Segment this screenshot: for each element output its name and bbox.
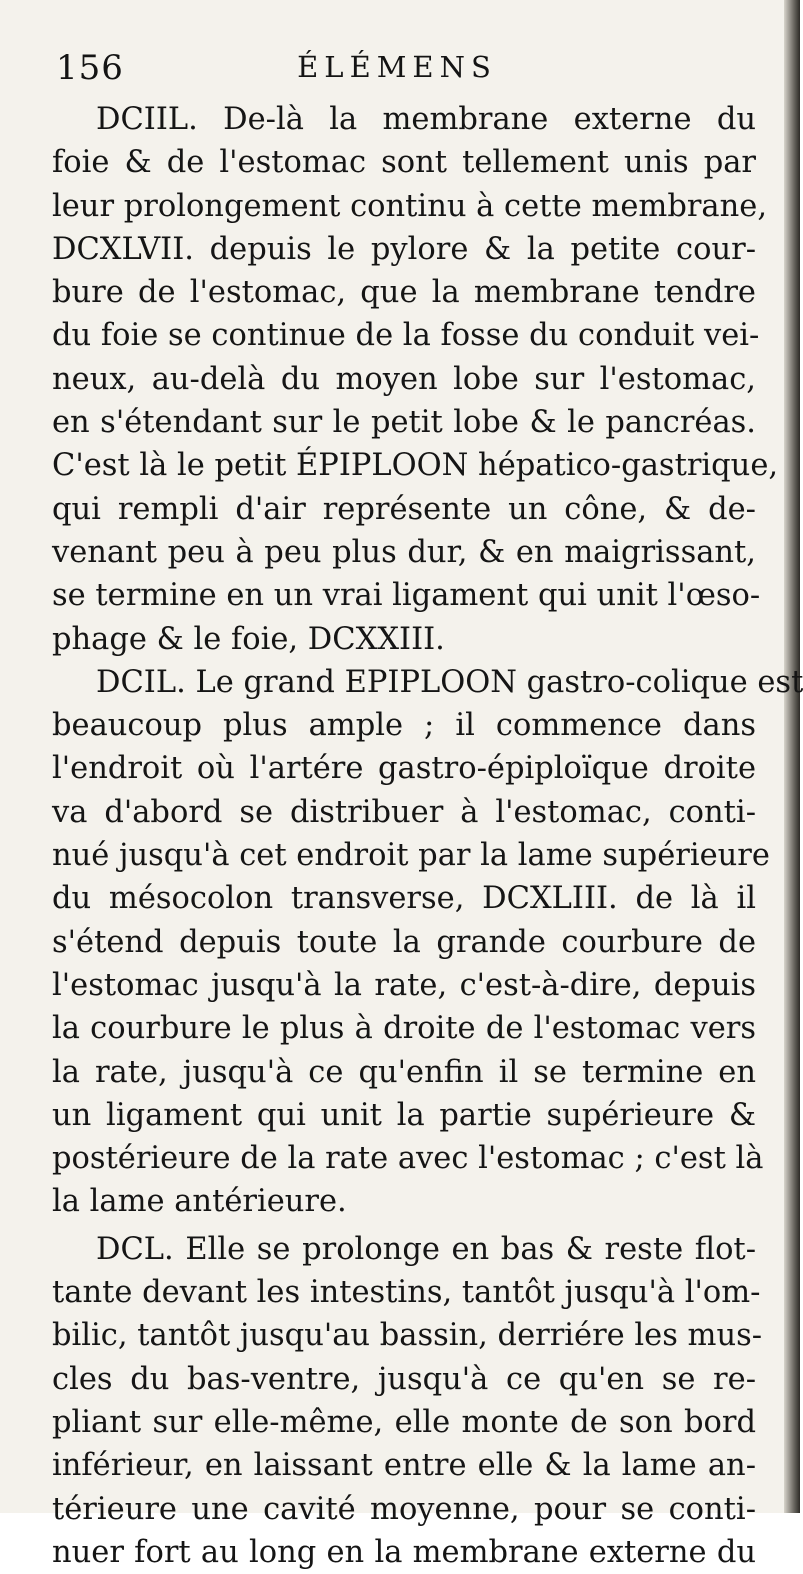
text-line: C'est là le petit ÉPIPLOON hépatico-gastrique, — [52, 448, 779, 484]
text-line: en s'étendant sur le petit lobe & le pancréas. — [52, 405, 756, 441]
text-line: pliant sur elle-même, elle monte de son bord — [52, 1404, 756, 1440]
text-line: tante devant les intestins, tantôt jusqu'à l'om- — [52, 1275, 761, 1311]
text-line: s'étend depuis toute la grande courbure de — [52, 924, 756, 960]
text-line: du foie se continue de la fosse du conduit vei- — [52, 318, 760, 354]
text-line: cles du bas-ventre, jusqu'à ce qu'en se re- — [52, 1361, 756, 1397]
text-line: qui rempli d'air représente un cône, & de- — [52, 491, 756, 527]
body-text — [52, 98, 803, 1574]
text-line: nuer fort au long en la membrane externe du — [52, 1534, 756, 1570]
text-line: DCIIL. De-là la membrane externe du — [96, 102, 756, 137]
text-line: la courbure le plus à droite de l'estomac vers — [52, 1011, 756, 1047]
text-line: térieure une cavité moyenne, pour se conti- — [52, 1491, 756, 1527]
text-line: beaucoup plus ample ; il commence dans — [52, 708, 756, 744]
text-line: se termine en un vrai ligament qui unit l'œso- — [52, 578, 761, 614]
text-line: phage & le foie, DCXXIII. — [52, 621, 445, 657]
text-line: bure de l'estomac, que la membrane tendre — [52, 275, 756, 311]
text-line: du mésocolon transverse, DCXLIII. de là il — [52, 881, 756, 917]
text-line: l'endroit où l'artére gastro-épiploïque droite — [52, 751, 756, 787]
text-line: la lame antérieure. — [52, 1184, 347, 1220]
running-title: ÉLÉMENS — [297, 50, 497, 84]
page-gutter-shadow — [784, 0, 800, 1513]
text-line: bilic, tantôt jusqu'au bassin, derriére les mus- — [52, 1318, 763, 1354]
text-line: DCIL. Le grand EPIPLOON gastro-colique est — [96, 664, 803, 700]
text-line: DCL. Elle se prolonge en bas & reste flot- — [96, 1231, 756, 1267]
text-line: va d'abord se distribuer à l'estomac, conti- — [52, 794, 756, 830]
text-line: DCXLVII. depuis le pylore & la petite cour- — [52, 231, 756, 267]
page-number: 156 — [56, 48, 124, 88]
text-line: inférieur, en laissant entre elle & la lame an- — [52, 1448, 756, 1484]
text-line: la rate, jusqu'à ce qu'enfin il se termine en — [52, 1054, 756, 1090]
text-line: un ligament qui unit la partie supérieure & — [52, 1097, 756, 1133]
text-line: l'estomac jusqu'à la rate, c'est-à-dire, depuis — [52, 967, 756, 1003]
text-line: venant peu à peu plus dur, & en maigrissant, — [52, 534, 756, 570]
page-header — [52, 48, 752, 96]
text-line: nué jusqu'à cet endroit par la lame supérieure — [52, 838, 770, 874]
text-line: postérieure de la rate avec l'estomac ; c'est là — [52, 1141, 764, 1177]
text-line: leur prolongement continu à cette membrane, — [52, 188, 768, 224]
text-line: neux, au-delà du moyen lobe sur l'estomac, — [52, 361, 756, 397]
text-line: foie & de l'estomac sont tellement unis par — [52, 145, 756, 181]
